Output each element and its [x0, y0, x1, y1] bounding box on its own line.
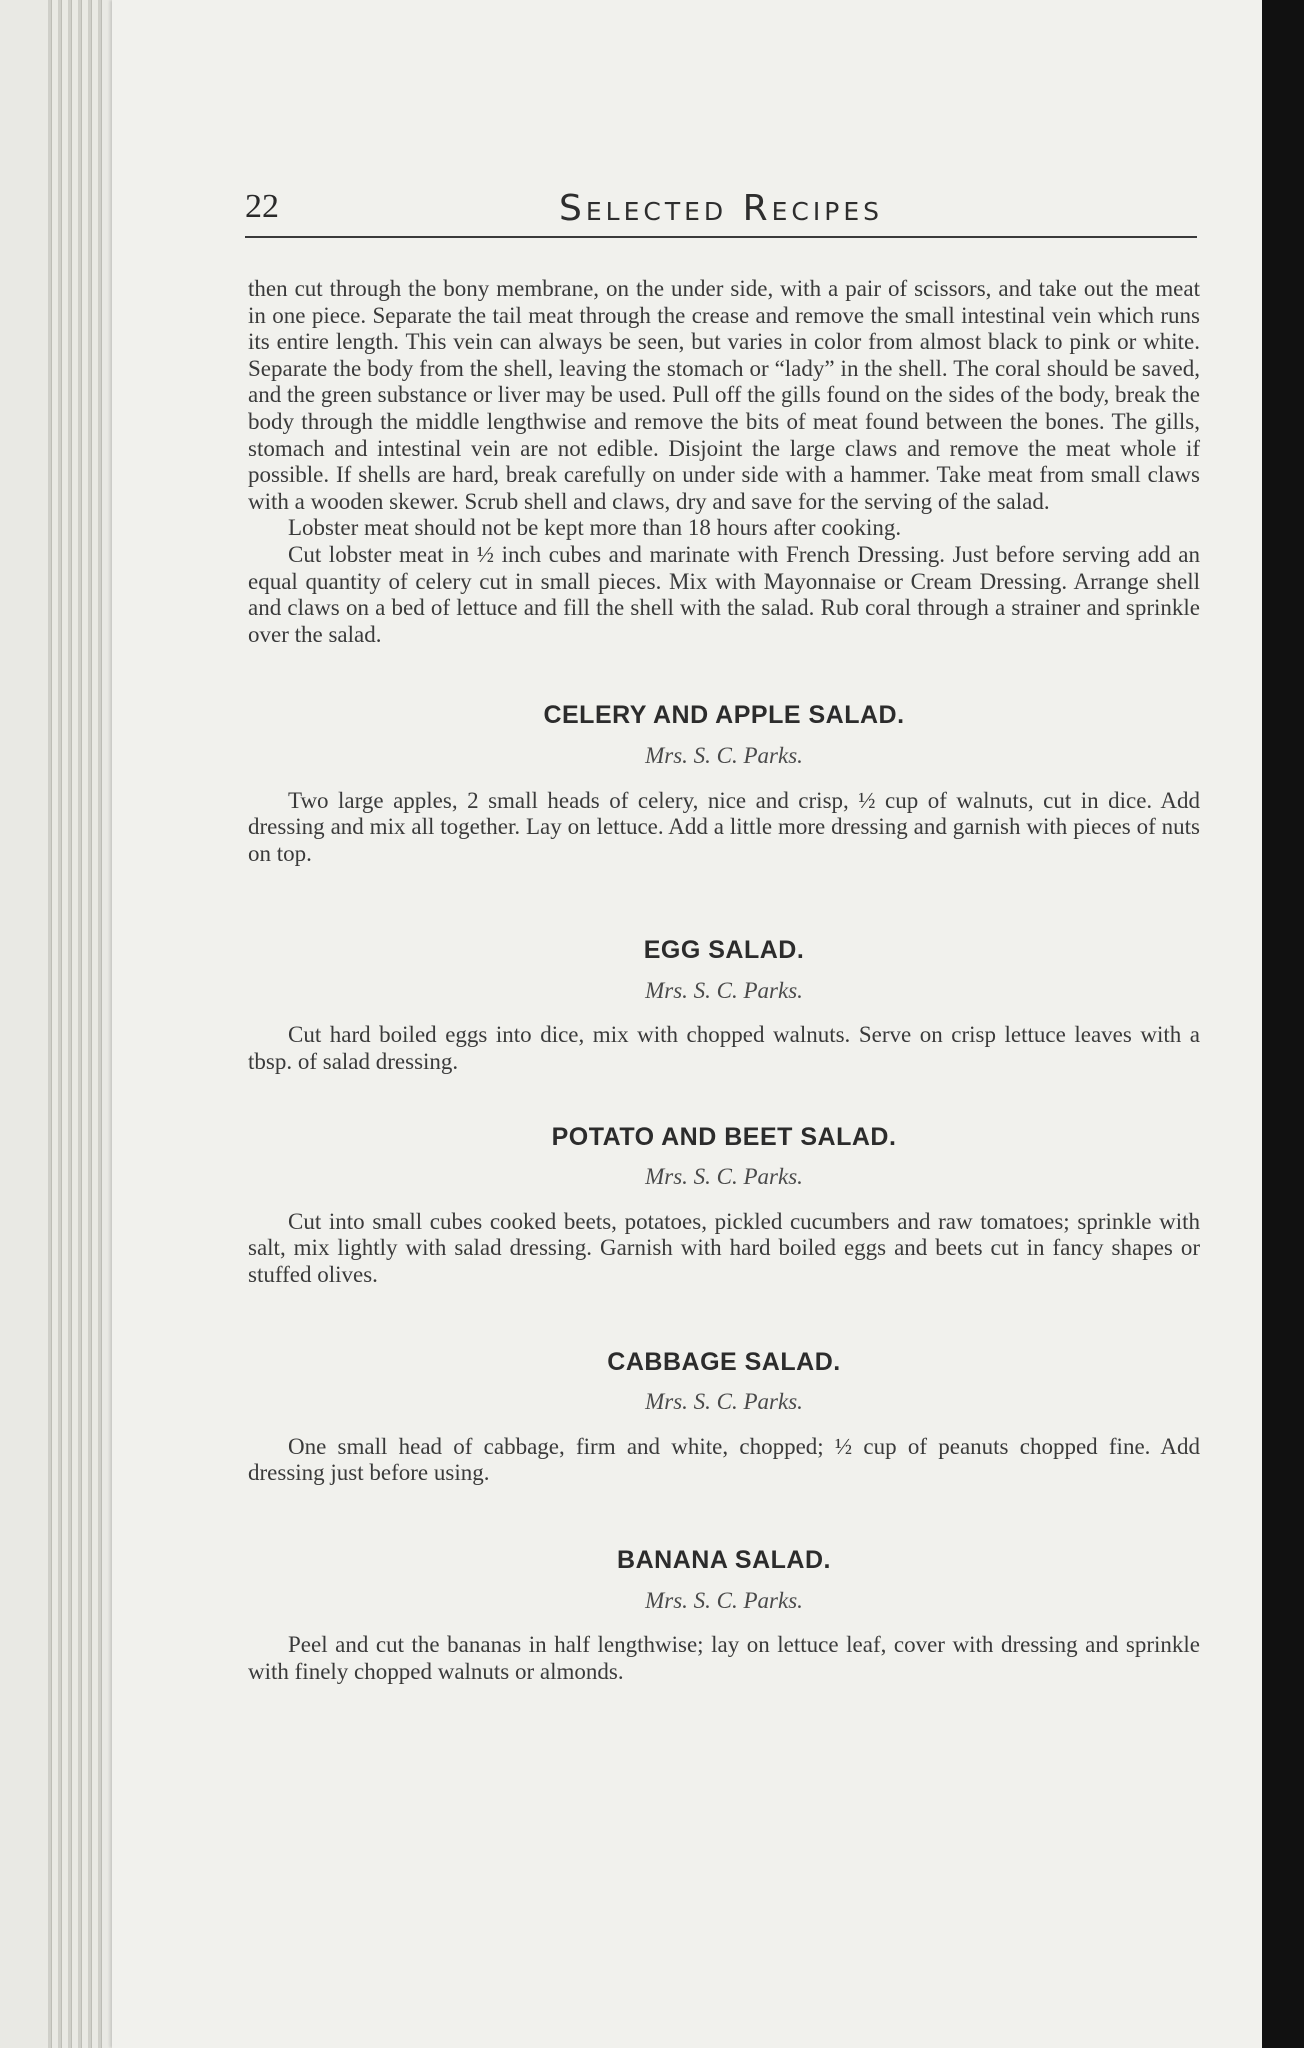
page-number: 22: [245, 188, 279, 225]
page-edge: [88, 0, 92, 2048]
recipe-title: EGG SALAD.: [643, 936, 805, 965]
page-edge: [48, 0, 52, 2048]
paragraph: Lobster meat should not be kept more than 18 hours after cooking.: [288, 515, 902, 541]
recipe-author: Mrs. S. C. Parks.: [645, 1587, 803, 1613]
lobster-salad-continued: [248, 276, 1200, 648]
paragraph: Cut lobster meat in ½ inch cubes and marinate with French Dressing. Just before serving add an equal quantity of celery cut in small pieces. Mix with Mayonnaise or Cream Dressing. Arrange shell and claws on a bed of lettuce and fill the shell with the salad. Rub coral through a strainer and sprinkle over the salad.: [248, 541, 1200, 647]
paragraph: then cut through the bony membrane, on the under side, with a pair of scissors, and take out the meat in one piece. Separate the tail meat through the crease and remove the small intestinal vein which runs its entire length. This vein can always be seen, but varies in color from almost black to pink or white. Separate the body from the shell, leaving the stomach or “lady” in the shell. The coral should be saved, and the green substance or liver may be used. Pull off the gills found on the sides of the body, break the body through the middle lengthwise and remove the bits of meat found between the bones. The gills, stomach and intestinal vein are not edible. Disjoint the large claws and remove the meat whole if possible. If shells are hard, break carefully on under side with a hammer. Take meat from small claws with a wooden skewer. Scrub shell and claws, dry and save for the serving of the salad.: [248, 276, 1200, 514]
recipe-celery-apple-salad: [248, 702, 1200, 867]
recipe-title: CABBAGE SALAD.: [607, 1347, 841, 1376]
recipe-banana-salad: [248, 1547, 1200, 1685]
recipe-text: Cut hard boiled eggs into dice, mix with chopped walnuts. Serve on crisp lettuce leaves with a tbsp. of salad dressing.: [248, 1022, 1200, 1075]
page-content: [248, 276, 1200, 1685]
recipe-author: Mrs. S. C. Parks.: [645, 742, 803, 768]
recipe-text: Two large apples, 2 small heads of celery, nice and crisp, ½ cup of walnuts, cut in dice. Add dressing and mix all together. Lay on lettuce. Add a little more dressing and garnish with pieces of nuts on top.: [248, 787, 1200, 866]
recipe-author: Mrs. S. C. Parks.: [645, 1389, 803, 1415]
recipe-egg-salad: [248, 937, 1200, 1075]
recipe-text: Cut into small cubes cooked beets, potatoes, pickled cucumbers and raw tomatoes; sprinkle with salt, mix lightly with salad dressing. Garnish with hard boiled eggs and beets cut in fancy shapes or stuffed olives.: [248, 1208, 1200, 1288]
book-title: Selected Recipes: [559, 188, 883, 229]
recipe-title: CELERY AND APPLE SALAD.: [543, 701, 905, 730]
page-edge: [98, 0, 102, 2048]
recipe-text: Peel and cut the bananas in half lengthwise; lay on lettuce leaf, cover with dressing and sprinkle with finely chopped walnuts or almonds.: [248, 1632, 1200, 1684]
recipe-title: BANANA SALAD.: [617, 1546, 831, 1574]
recipe-author: Mrs. S. C. Parks.: [645, 1164, 803, 1190]
page-edge: [78, 0, 82, 2048]
recipe-title: POTATO AND BEET SALAD.: [551, 1122, 897, 1151]
background-edge: [1262, 0, 1304, 2048]
page-edge: [68, 0, 72, 2048]
running-head: [245, 188, 1197, 238]
page-edge: [58, 0, 62, 2048]
recipe-cabbage-salad: [248, 1349, 1200, 1487]
recipe-potato-beet-salad: [248, 1124, 1200, 1289]
recipe-author: Mrs. S. C. Parks.: [645, 977, 803, 1003]
recipe-text: One small head of cabbage, firm and white, chopped; ½ cup of peanuts chopped fine. Add dressing just before using.: [248, 1433, 1200, 1486]
